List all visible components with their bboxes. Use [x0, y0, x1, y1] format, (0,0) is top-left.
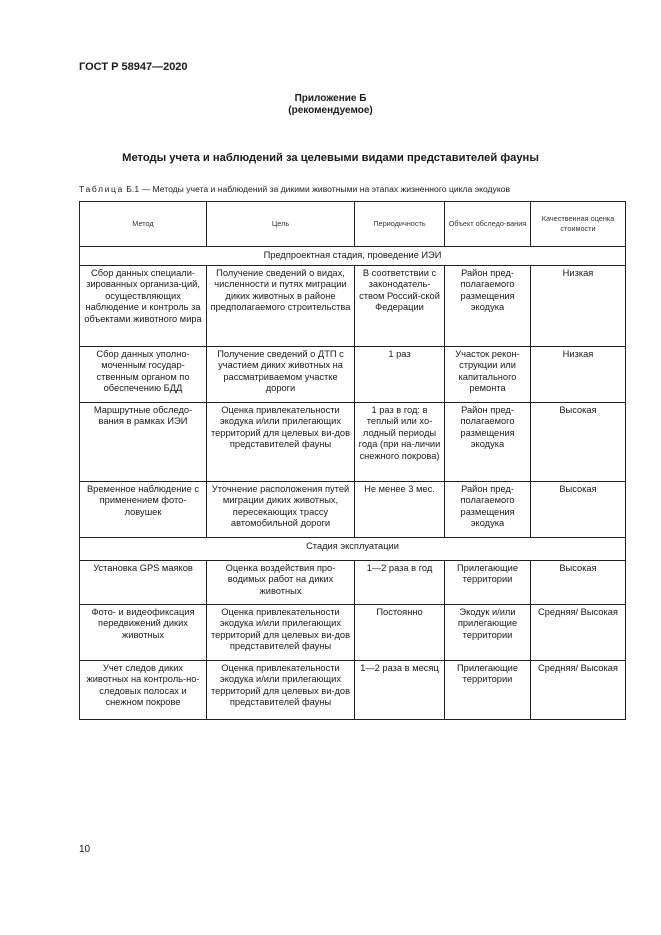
- stage-row: [80, 247, 626, 266]
- table-cell: Оценка привлекательности экодука и/или прилегающих территорий для целевых ви-дов представителей фауны: [207, 604, 355, 660]
- section-title: Методы учета и наблюдений за целевыми видами представителей фауны: [122, 152, 539, 164]
- appendix-title: Приложение Б: [294, 93, 367, 104]
- table-cell: Средняя/ Высокая: [531, 660, 626, 719]
- appendix-heading: [0, 93, 661, 117]
- table-cell: Постоянно: [355, 604, 445, 660]
- table-cell: 1—2 раза в месяц: [355, 660, 445, 719]
- methods-table: [79, 201, 626, 720]
- table-row: [80, 402, 626, 481]
- header-cell: Метод: [80, 202, 207, 247]
- table-cell: Сбор данных специали-зированных организа-ций, осуществляющих наблюдение и контроль за объектами животного мира: [80, 265, 207, 346]
- table-row: [80, 660, 626, 719]
- table-row: [80, 346, 626, 402]
- table-caption-text: Методы учета и наблюдений за дикими животными на этапах жизненного цикла экодуков: [152, 184, 511, 194]
- table-cell: Маршрутные обследо-вания в рамках ИЭИ: [80, 402, 207, 481]
- table-cell: Оценка воздействия про-водимых работ на диких животных: [207, 560, 355, 604]
- table-cell: Временное наблюдение с применением фото-ловушек: [80, 481, 207, 537]
- header-cell: Периодичность: [355, 202, 445, 247]
- table-cell: Прилегающие территории: [445, 660, 531, 719]
- table-cell: Не менее 3 мес.: [355, 481, 445, 537]
- table-row: [80, 481, 626, 537]
- table-cell: Участок рекон-струкции или капитального ремонта: [445, 346, 531, 402]
- table-cell: Фото- и видеофиксация передвижений диких животных: [80, 604, 207, 660]
- table-row: [80, 265, 626, 346]
- page-number: 10: [79, 844, 91, 855]
- table-cell: Район пред-полагаемого размещения экодука: [445, 402, 531, 481]
- table-cell: 1 раз: [355, 346, 445, 402]
- stage-cell: Предпроектная стадия, проведение ИЭИ: [80, 247, 626, 266]
- table-caption-prefix: Таблица: [79, 184, 124, 194]
- table-cell: Учет следов диких животных на контроль-но-следовых полосах и снежном покрове: [80, 660, 207, 719]
- table-cell: Оценка привлекательности экодука и/или прилегающих территорий для целевых ви-дов представителей фауны: [207, 660, 355, 719]
- table-cell: Получение сведений о ДТП с участием диких животных на рассматриваемом участке дороги: [207, 346, 355, 402]
- table-cell: Оценка привлекательности экодука и/или прилегающих территорий для целевых ви-дов представителей фауны: [207, 402, 355, 481]
- table-cell: Высокая: [531, 481, 626, 537]
- standard-number: ГОСТ Р 58947—2020: [79, 61, 188, 73]
- header-cell: Качественная оценка стоимости: [531, 202, 626, 247]
- stage-cell: Стадия эксплуатации: [80, 537, 626, 560]
- table-caption: [79, 184, 510, 194]
- header-cell: Цель: [207, 202, 355, 247]
- table-cell: Установка GPS маяков: [80, 560, 207, 604]
- table-cell: 1 раз в год: в теплый или хо-лодный периоды года (при на-личии снежного покрова): [355, 402, 445, 481]
- table-cell: Экодук и/или прилегающие территории: [445, 604, 531, 660]
- table-row: [80, 560, 626, 604]
- stage-row: [80, 537, 626, 560]
- table-row: [80, 604, 626, 660]
- table-cell: Низкая: [531, 346, 626, 402]
- table-cell: Средняя/ Высокая: [531, 604, 626, 660]
- appendix-subtitle: (рекомендуемое): [288, 105, 373, 116]
- table-cell: Уточнение расположения путей миграции диких животных, пересекающих трассу автомобильной дороги: [207, 481, 355, 537]
- table-cell: 1—2 раза в год: [355, 560, 445, 604]
- table-cell: Сбор данных уполно-моченным государ-ственным органом по обеспечению БДД: [80, 346, 207, 402]
- table-header-row: [80, 202, 626, 247]
- table-cell: Высокая: [531, 560, 626, 604]
- table-cell: Высокая: [531, 402, 626, 481]
- table-cell: Прилегающие территории: [445, 560, 531, 604]
- table-cell: Получение сведений о видах, численности и путях миграции диких животных в районе предполагаемого строительства: [207, 265, 355, 346]
- table-cell: Низкая: [531, 265, 626, 346]
- header-cell: Объект обследо-вания: [445, 202, 531, 247]
- table-cell: Район пред-полагаемого размещения экодука: [445, 265, 531, 346]
- table-caption-number: Б.1 —: [123, 184, 153, 194]
- table-cell: Район пред-полагаемого размещения экодука: [445, 481, 531, 537]
- table-cell: В соответствии с законодатель-ством Россий-ской Федерации: [355, 265, 445, 346]
